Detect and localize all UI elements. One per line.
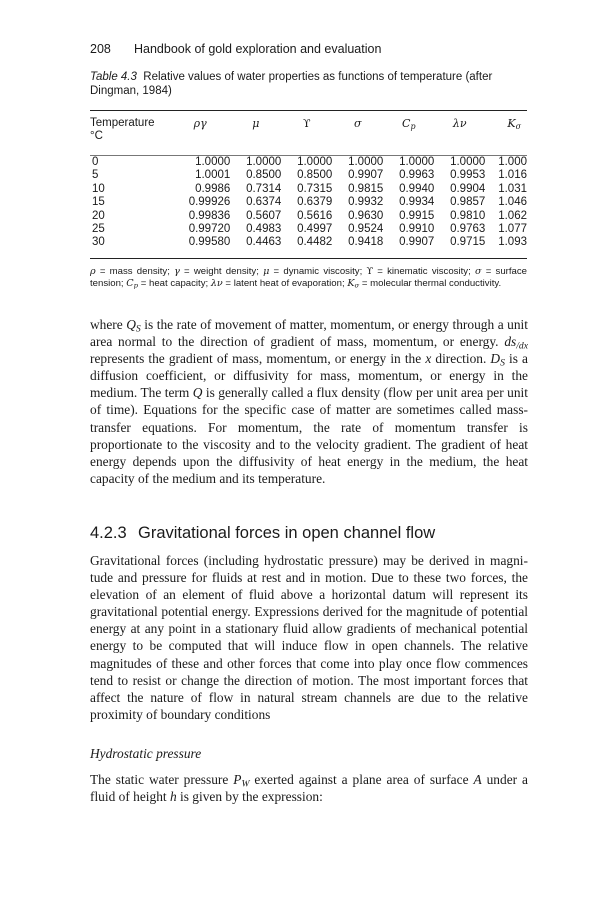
cell: 0.9810 [450, 209, 486, 222]
math-var: A [473, 772, 482, 787]
cell: 0.99926 [188, 196, 231, 209]
data-table [90, 111, 527, 258]
cell: 0.99720 [188, 223, 231, 236]
cell: 1.0001 [195, 169, 231, 182]
math-var: x [425, 351, 432, 367]
section-title: Gravitational forces in open channel flow [138, 524, 436, 542]
cell: 0.5616 [297, 209, 333, 222]
cell: 0.9763 [450, 223, 486, 236]
cell: 0.6374 [246, 196, 282, 209]
header-mu [230, 111, 281, 155]
text-run: under a fluid of height [90, 772, 528, 805]
cell-temperature: 25 [92, 223, 105, 236]
table-row [90, 196, 527, 209]
section-number: 4.2.3 [90, 524, 127, 542]
text-run: The static water pressure [90, 772, 234, 787]
math-var: Q [192, 385, 203, 401]
subsection-heading: Hydrostatic pressure [90, 746, 202, 761]
footnote-text: = dynamic viscosity; [269, 266, 367, 277]
footnote-text: = molecular thermal conductivity. [359, 277, 502, 289]
cell: 0.4482 [297, 236, 333, 249]
table-row [90, 223, 527, 236]
header-symbol: ϒ [302, 117, 311, 130]
cell: 1.093 [498, 236, 527, 249]
header-temperature-label: Temperature [90, 117, 155, 129]
math-var: P [233, 772, 242, 787]
cell: 1.0000 [195, 156, 231, 168]
symbol-k: K [347, 277, 355, 289]
math-subscript: S [500, 357, 505, 369]
page-number: 208 [90, 42, 111, 56]
cell: 0.9940 [399, 182, 435, 195]
cell: 0.99580 [188, 236, 231, 249]
cell-temperature: 10 [92, 182, 105, 195]
cell: 0.6379 [297, 196, 333, 209]
cell: 0.4983 [246, 223, 282, 236]
header-subscript: p [410, 121, 416, 131]
cell: 1.062 [498, 209, 527, 222]
header-lambda-nu [434, 111, 485, 155]
cell: 0.9953 [450, 169, 486, 182]
symbol-gamma: γ [174, 266, 180, 277]
table-caption-label: Table 4.3 [90, 71, 137, 83]
cell: 0.9630 [348, 209, 384, 222]
cell: 0.5607 [246, 209, 282, 222]
math-subscript: S [135, 323, 141, 335]
text-run: is a diffusion coefficient, or diffusivity for mass, momentum, or energy in the medium. The term [90, 351, 528, 401]
cell: 0.9910 [399, 223, 435, 236]
math-var: Q [126, 317, 136, 332]
header-upsilon [281, 111, 332, 155]
header-symbol: λν [452, 117, 467, 130]
cell: 1.0000 [399, 156, 435, 168]
header-cp [383, 111, 434, 155]
symbol-upsilon: ϒ [366, 266, 374, 277]
math-var: D [490, 351, 501, 367]
cell: 0.99836 [188, 209, 231, 222]
cell: 0.8500 [246, 169, 282, 182]
header-symbol: σ [354, 117, 362, 130]
cell-temperature: 15 [92, 196, 105, 209]
symbol-cp: C [126, 277, 134, 289]
table-row [90, 183, 527, 196]
cell-temperature: 30 [92, 236, 105, 249]
header-symbol: μ [252, 117, 260, 130]
cell: 0.7314 [246, 182, 282, 195]
table-caption-text: Relative values of water properties as functions of temperature (after Dingman, 1984) [90, 71, 493, 97]
symbol-mu: μ [263, 266, 270, 277]
cell: 0.9907 [399, 236, 435, 249]
running-head [90, 42, 381, 56]
cell: 0.9934 [399, 196, 435, 209]
cell: 0.9524 [348, 223, 384, 236]
header-k-sigma [485, 111, 527, 155]
cell: 0.9815 [348, 182, 384, 195]
cell: 0.9932 [348, 196, 384, 209]
header-symbol: C [402, 117, 411, 130]
cell: 0.9986 [195, 182, 231, 195]
cell: 1.0000 [348, 156, 384, 168]
body-paragraph-hydrostatic [90, 771, 528, 805]
header-sigma [332, 111, 383, 155]
footnote-text: = latent heat of evaporation; [222, 277, 348, 289]
table-row [90, 156, 527, 169]
table-bottom-rule [90, 258, 527, 259]
cell: 1.0000 [450, 156, 486, 168]
header-rho-gamma [170, 111, 230, 155]
header-subscript: σ [515, 121, 521, 131]
cell: 1.031 [498, 182, 527, 195]
footnote-text: = heat capacity; [138, 277, 211, 289]
footnote-text: = kinematic viscosity; [373, 266, 475, 277]
cell: 1.077 [498, 223, 527, 236]
cell: 0.4997 [297, 223, 333, 236]
cell-temperature: 5 [92, 169, 99, 182]
cell: 1.046 [498, 196, 527, 209]
cell: 0.9715 [450, 236, 486, 249]
header-symbol: ργ [193, 117, 207, 130]
symbol-rho: ρ [90, 266, 96, 277]
book-title: Handbook of gold exploration and evaluation [134, 42, 382, 56]
footnote-text: = mass density; [95, 266, 175, 277]
cell: 1.0000 [246, 156, 282, 168]
symbol-lambda-nu: λν [210, 277, 223, 289]
footnote-text: = surface tension; [90, 266, 528, 289]
table-header-row [90, 111, 527, 155]
cell-temperature: 0 [92, 156, 99, 168]
table-footnote [90, 266, 527, 289]
table-row [90, 236, 527, 257]
cell: 0.9904 [450, 182, 486, 195]
text-run: is given by the expression: [176, 789, 323, 805]
cell-temperature: 20 [92, 209, 105, 222]
cell: 0.7315 [297, 182, 333, 195]
cell: 0.9418 [348, 236, 384, 249]
math-var: ds [504, 334, 517, 350]
body-paragraph-gravitational: Gravitational forces (including hydrostatic pressure) may be derived in magnitude and pressure for fluids at rest and in motion. Due to these two forces, the elevation of an element of fluid above a horizontal datum will represent its gravitational potential energy. Expressions derived for the magnitude of potential energy at any point in a stationary fluid allow gradients of mechanical potential energy to be computed that will induce flow in open channels. The relative magnitudes of these and other forces that come into play once flow commences tend to resist or change the direction of motion. The most important forces that affect the nature of flow in natural stream channels are due to the relative proximity of boundary conditions [90, 553, 528, 722]
math-subscript: W [241, 778, 250, 790]
header-temperature [90, 111, 170, 155]
header-temperature-unit: °C [90, 130, 103, 142]
cell: 0.9915 [399, 209, 435, 222]
symbol-sigma: σ [474, 266, 482, 277]
data-table-wrapper [90, 110, 527, 259]
body-paragraph-flux [90, 316, 528, 487]
cell: 0.4463 [246, 236, 282, 249]
cell: 0.9857 [450, 196, 486, 209]
table-row [90, 210, 527, 223]
cell: 1.000 [498, 156, 527, 168]
symbol-subscript: p [133, 281, 139, 290]
text-run: direction. [431, 351, 491, 367]
text-run: is generally called a flux density (flow per unit area per unit of time). Equations for the specific case of matter are sometimes called mass-transfer equations. For momentum, the rate of momentum transfer is proportionate to the viscosity and to the velocity gradient. The gradient of heat energy depends upon the diffusivity of heat energy in the medium, the heat capacity of the medium and its temperature. [90, 385, 528, 486]
section-heading [90, 524, 435, 543]
text-run: where [90, 317, 127, 332]
cell: 1.016 [498, 169, 527, 182]
math-var: h [169, 789, 177, 805]
table-caption [90, 70, 528, 98]
text-run: exerted against a plane area of surface [249, 772, 474, 787]
text-run: is the rate of movement of matter, momentum, or energy through a unit area normal to the direction of gradient of mass, momentum, or energy. [90, 317, 529, 350]
table-row [90, 169, 527, 182]
cell: 0.8500 [297, 169, 333, 182]
cell: 0.9907 [348, 169, 384, 182]
cell: 0.9963 [399, 169, 435, 182]
header-symbol: K [507, 117, 516, 130]
symbol-subscript: σ [354, 281, 360, 290]
math-subscript: /dx [516, 340, 528, 352]
text-run: represents the gradient of mass, momentum, or energy in the [90, 351, 426, 367]
footnote-text: = weight density; [179, 266, 264, 277]
cell: 1.0000 [297, 156, 333, 168]
